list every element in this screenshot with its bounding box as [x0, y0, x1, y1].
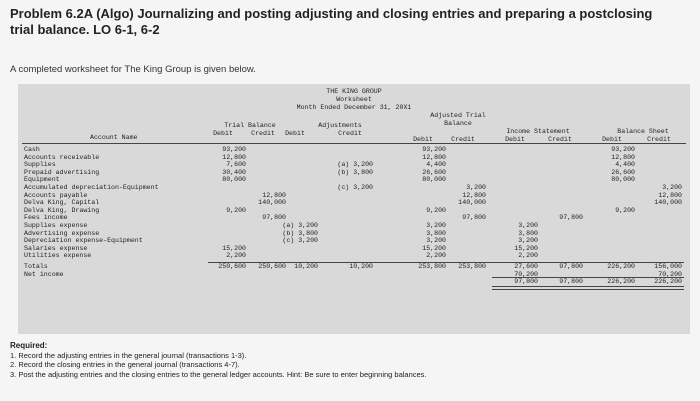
final-double-rule	[492, 286, 684, 290]
adj-header: Adjustments	[318, 122, 362, 129]
cell-atb-dr: 3,200	[426, 237, 446, 245]
is-cr-subheader: Credit	[548, 136, 572, 143]
cell-is-dr: 27,600	[514, 263, 538, 270]
account-name: Depreciation expense-Equipment	[24, 237, 143, 245]
cell-bs-dr: 80,000	[611, 176, 635, 184]
cell-tb-dr: 30,400	[222, 168, 246, 176]
cell-adj-dr: (a) 3,200	[282, 222, 318, 229]
problem-title	[10, 6, 690, 38]
cell-atb-dr: 2,200	[426, 252, 446, 260]
cell-atb-dr: 15,200	[422, 244, 446, 252]
cell-tb-dr: 2,200	[226, 252, 246, 260]
cell-adj-dr: (c) 3,200	[282, 237, 318, 245]
cell-bs-cr: 3,200	[662, 184, 682, 191]
adj-dr-subheader: Debit	[285, 130, 305, 137]
account-name: Utilities expense	[24, 252, 92, 260]
cell-tb-dr: 7,600	[226, 161, 246, 169]
cell-bs-cr: 226,200	[654, 278, 682, 286]
cell-is-cr: 97,800	[559, 214, 583, 222]
cell-tb-dr: 250,600	[218, 263, 246, 270]
cell-bs-cr: 70,200	[658, 270, 682, 278]
account-name: Salaries expense	[24, 244, 88, 252]
cell-is-dr: 3,800	[518, 229, 538, 237]
required-section	[10, 341, 690, 379]
atb-cr-subheader: Credit	[451, 136, 475, 143]
cell-is-cr: 97,800	[559, 278, 583, 286]
account-name: Delva King, Capital	[24, 199, 100, 207]
account-name: Prepaid advertising	[24, 168, 100, 176]
cell-tb-cr: 12,800	[262, 191, 286, 199]
totals-rule	[208, 262, 684, 263]
cell-atb-cr: 253,800	[458, 263, 486, 270]
account-name: Accounts payable	[24, 191, 88, 199]
cell-bs-dr: 93,200	[611, 146, 635, 153]
cell-tb-dr: 12,800	[222, 153, 246, 161]
cell-atb-dr: 12,800	[422, 153, 446, 161]
cell-is-dr: 15,200	[514, 244, 538, 252]
cell-tb-dr: 9,200	[226, 206, 246, 214]
final-totals-rule	[492, 277, 684, 278]
tb-dr-subheader: Debit	[213, 130, 233, 137]
cell-bs-cr: 156,000	[654, 263, 682, 270]
cell-adj-cr: (b) 3,800	[337, 168, 373, 176]
tb-cr-subheader: Credit	[251, 130, 275, 137]
atb-dr-subheader: Debit	[413, 136, 433, 143]
cell-atb-dr: 3,200	[426, 222, 446, 229]
cell-bs-cr: 12,800	[658, 191, 682, 199]
cell-tb-cr: 140,000	[258, 199, 286, 207]
cell-atb-dr: 253,800	[418, 263, 446, 270]
problem-title-line2: trial balance. LO 6-1, 6-2	[10, 22, 160, 37]
cell-bs-dr: 26,600	[611, 168, 635, 176]
account-name: Net income	[24, 270, 64, 278]
cell-is-dr: 97,800	[514, 278, 538, 286]
cell-tb-dr: 15,200	[222, 244, 246, 252]
account-name: Accounts receivable	[24, 153, 100, 161]
account-name: Delva King, Drawing	[24, 206, 100, 214]
cell-tb-dr: 93,200	[222, 146, 246, 153]
cell-adj-cr: 10,200	[349, 263, 373, 270]
cell-atb-dr: 9,200	[426, 206, 446, 214]
cell-is-dr: 2,200	[518, 252, 538, 260]
required-item-1: 1. Record the adjusting entries in the general journal (transactions 1-3).	[10, 350, 247, 360]
cell-tb-cr: 97,800	[262, 214, 286, 222]
bs-cr-subheader: Credit	[647, 136, 671, 143]
cell-is-cr: 97,800	[559, 263, 583, 270]
cell-adj-dr: 10,200	[294, 263, 318, 270]
adj-cr-subheader: Credit	[338, 130, 362, 137]
intro-text: A completed worksheet for The King Group is given below.	[10, 64, 256, 75]
cell-bs-dr: 226,200	[607, 263, 635, 270]
cell-bs-dr: 9,200	[615, 206, 635, 214]
is-dr-subheader: Debit	[505, 136, 525, 143]
cell-is-dr: 70,200	[514, 270, 538, 278]
worksheet-title: Worksheet	[336, 96, 372, 103]
account-name: Cash	[24, 146, 40, 153]
cell-adj-cr: (c) 3,200	[337, 184, 373, 191]
account-name: Fees income	[24, 214, 68, 222]
cell-atb-cr: 140,000	[458, 199, 486, 207]
account-name: Supplies	[24, 161, 56, 169]
account-name: Advertising expense	[24, 229, 100, 237]
cell-adj-cr: (a) 3,200	[337, 161, 373, 169]
cell-tb-cr: 250,600	[258, 263, 286, 270]
atb-header-line2: Balance	[444, 120, 472, 127]
cell-atb-dr: 4,400	[426, 161, 446, 169]
account-name: Equipment	[24, 176, 60, 184]
atb-header-line1: Adjusted Trial	[430, 112, 486, 119]
cell-adj-dr: (b) 3,800	[282, 229, 318, 237]
cell-atb-dr: 3,800	[426, 229, 446, 237]
required-item-3: 3. Post the adjusting entries and the closing entries to the general ledger accounts. Hint: Be sure to enter beginning balances.	[10, 369, 427, 379]
cell-atb-dr: 26,600	[422, 168, 446, 176]
account-name: Supplies expense	[24, 222, 88, 229]
cell-atb-cr: 97,800	[462, 214, 486, 222]
account-name-header: Account Name	[90, 134, 138, 141]
cell-atb-dr: 93,200	[422, 146, 446, 153]
worksheet-company: THE KING GROUP	[326, 88, 382, 95]
cell-atb-cr: 3,200	[466, 184, 486, 191]
account-name: Accumulated depreciation-Equipment	[24, 184, 159, 191]
cell-bs-dr: 226,200	[607, 278, 635, 286]
is-header: Income Statement	[506, 128, 570, 135]
worksheet-period: Month Ended December 31, 20X1	[296, 104, 412, 111]
required-heading: Required:	[10, 341, 48, 350]
cell-bs-dr: 12,800	[611, 153, 635, 161]
cell-bs-dr: 4,400	[615, 161, 635, 169]
account-name: Totals	[24, 263, 48, 270]
problem-title-line1: Problem 6.2A (Algo) Journalizing and posting adjusting and closing entries and preparing a postclosing	[10, 6, 653, 21]
header-rule	[22, 143, 686, 144]
cell-atb-cr: 12,800	[462, 191, 486, 199]
cell-bs-cr: 140,000	[654, 199, 682, 207]
cell-tb-dr: 80,000	[222, 176, 246, 184]
worksheet-image	[18, 84, 690, 334]
cell-is-dr: 3,200	[518, 237, 538, 245]
cell-is-dr: 3,200	[518, 222, 538, 229]
bs-dr-subheader: Debit	[602, 136, 622, 143]
bs-header: Balance Sheet	[617, 128, 669, 135]
cell-atb-dr: 80,000	[422, 176, 446, 184]
tb-header: Trial Balance	[224, 122, 276, 129]
required-item-2: 2. Record the closing entries in the general journal (transactions 4-7).	[10, 360, 240, 369]
